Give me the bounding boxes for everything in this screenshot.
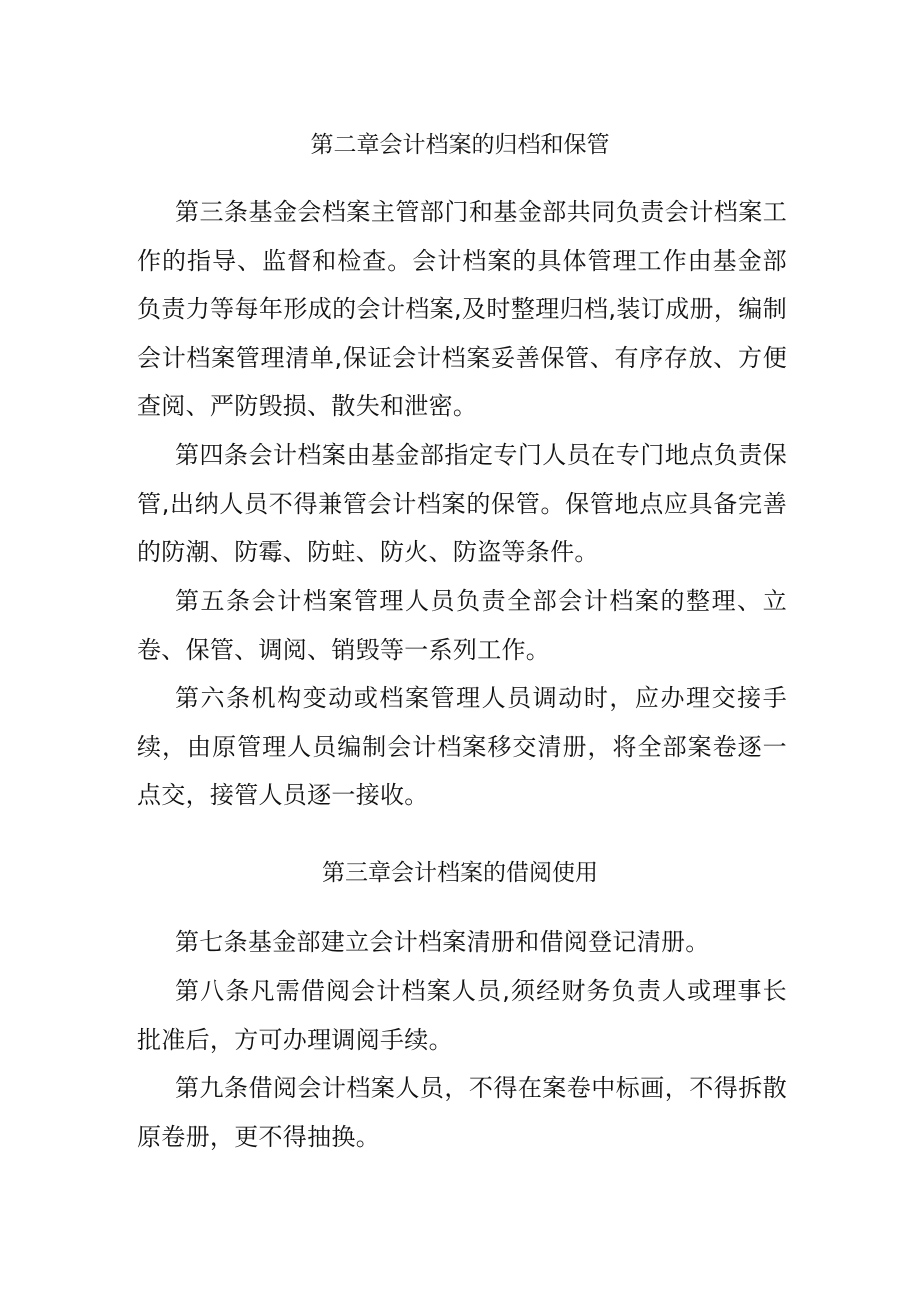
- article-8: 第八条凡需借阅会计档案人员,须经财务负责人或理事长批准后，方可办理调阅手续。: [137, 977, 787, 1054]
- article-3: 第三条基金会档案主管部门和基金部共同负责会计档案工作的指导、监督和检查。会计档案的具体管理工作由基金部负责力等每年形成的会计档案,及时整理归档,装订成册，编制会计档案管理清单,保证会计档案妥善保管、有序存放、方便查阅、严防毁损、散失和泄密。: [137, 198, 787, 421]
- article-9: 第九条借阅会计档案人员，不得在案卷中标画，不得拆散原卷册，更不得抽换。: [137, 1074, 787, 1151]
- chapter-2-title: 第二章会计档案的归档和保管: [310, 132, 610, 158]
- chapter-3-title: 第三章会计档案的借阅使用: [322, 860, 598, 886]
- article-5: 第五条会计档案管理人员负责全部会计档案的整理、立卷、保管、调阅、销毁等一系列工作。: [137, 587, 787, 664]
- article-4: 第四条会计档案由基金部指定专门人员在专门地点负责保管,出纳人员不得兼管会计档案的保管。保管地点应具备完善的防潮、防霉、防蛀、防火、防盗等条件。: [137, 441, 787, 567]
- article-7: 第七条基金部建立会计档案清册和借阅登记清册。: [175, 928, 710, 956]
- article-6: 第六条机构变动或档案管理人员调动时，应办理交接手续，由原管理人员编制会计档案移交清册，将全部案卷逐一点交，接管人员逐一接收。: [137, 684, 787, 810]
